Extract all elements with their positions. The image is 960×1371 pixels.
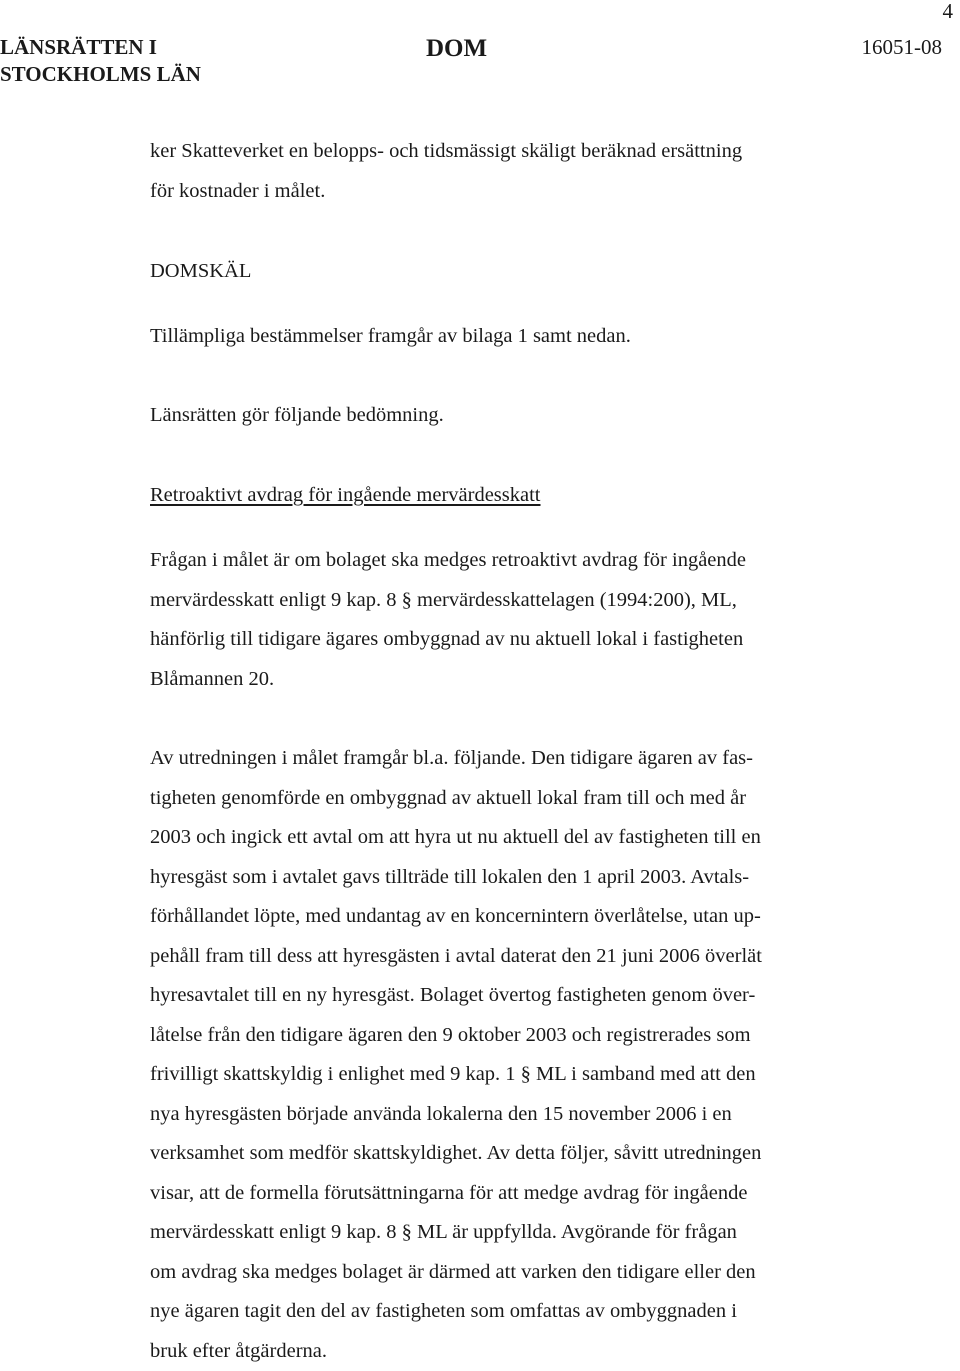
subheading xyxy=(150,476,850,516)
intro-paragraph xyxy=(150,132,850,211)
text-line: Blåmannen 20. xyxy=(150,660,850,700)
page-number: 4 xyxy=(943,0,954,22)
text-line: ker Skatteverket en belopps- och tidsmässigt skäligt beräknad ersättning xyxy=(150,132,850,172)
text-line: nye ägaren tagit den del av fastigheten som omfattas av ombyggnaden i xyxy=(150,1292,850,1332)
text-line: hyresavtalet till en ny hyresgäst. Bolaget övertog fastigheten genom över- xyxy=(150,976,850,1016)
document-type: DOM xyxy=(426,34,487,64)
text-line: Länsrätten gör följande bedömning. xyxy=(150,396,850,436)
text-line: 2003 och ingick ett avtal om att hyra ut nu aktuell del av fastigheten till en xyxy=(150,818,850,858)
applicable-rules-paragraph xyxy=(150,317,850,357)
text-line: förhållandet löpte, med undantag av en koncernintern överlåtelse, utan up- xyxy=(150,897,850,937)
case-number: 16051-08 xyxy=(862,34,943,61)
text-line: hyresgäst som i avtalet gavs tillträde till lokalen den 1 april 2003. Avtals- xyxy=(150,858,850,898)
text-line: om avdrag ska medges bolaget är därmed att varken den tidigare eller den xyxy=(150,1253,850,1293)
text-line: Av utredningen i målet framgår bl.a. följande. Den tidigare ägaren av fas- xyxy=(150,739,850,779)
text-line: visar, att de formella förutsättningarna för att medge avdrag för ingående xyxy=(150,1174,850,1214)
text-line: tigheten genomförde en ombyggnad av aktuell lokal fram till och med år xyxy=(150,779,850,819)
findings-paragraph xyxy=(150,739,850,1371)
text-line: mervärdesskatt enligt 9 kap. 8 § mervärdesskattelagen (1994:200), ML, xyxy=(150,581,850,621)
text-line: mervärdesskatt enligt 9 kap. 8 § ML är uppfyllda. Avgörande för frågan xyxy=(150,1213,850,1253)
assessment-intro-paragraph xyxy=(150,396,850,436)
text-line: verksamhet som medför skattskyldighet. Av detta följer, såvitt utredningen xyxy=(150,1134,850,1174)
text-line: pehåll fram till dess att hyresgästen i avtal daterat den 21 juni 2006 överlät xyxy=(150,937,850,977)
text-line: bruk efter åtgärderna. xyxy=(150,1332,850,1371)
text-line: hänförlig till tidigare ägares ombyggnad av nu aktuell lokal i fastigheten xyxy=(150,620,850,660)
text-line: frivilligt skattskyldig i enlighet med 9 kap. 1 § ML i samband med att den xyxy=(150,1055,850,1095)
text-line: nya hyresgästen började använda lokalerna den 15 november 2006 i en xyxy=(150,1095,850,1135)
court-name-line-2: STOCKHOLMS LÄN xyxy=(0,61,201,88)
section-heading xyxy=(150,252,850,292)
question-paragraph xyxy=(150,541,850,699)
court-name xyxy=(0,34,201,88)
subheading-text: Retroaktivt avdrag för ingående mervärdesskatt xyxy=(150,476,850,516)
text-line: Frågan i målet är om bolaget ska medges retroaktivt avdrag för ingående xyxy=(150,541,850,581)
text-line: Tillämpliga bestämmelser framgår av bilaga 1 samt nedan. xyxy=(150,317,850,357)
text-line: låtelse från den tidigare ägaren den 9 oktober 2003 och registrerades som xyxy=(150,1016,850,1056)
section-heading-text: DOMSKÄL xyxy=(150,252,850,292)
text-line: för kostnader i målet. xyxy=(150,172,850,212)
court-name-line-1: LÄNSRÄTTEN I xyxy=(0,34,201,61)
